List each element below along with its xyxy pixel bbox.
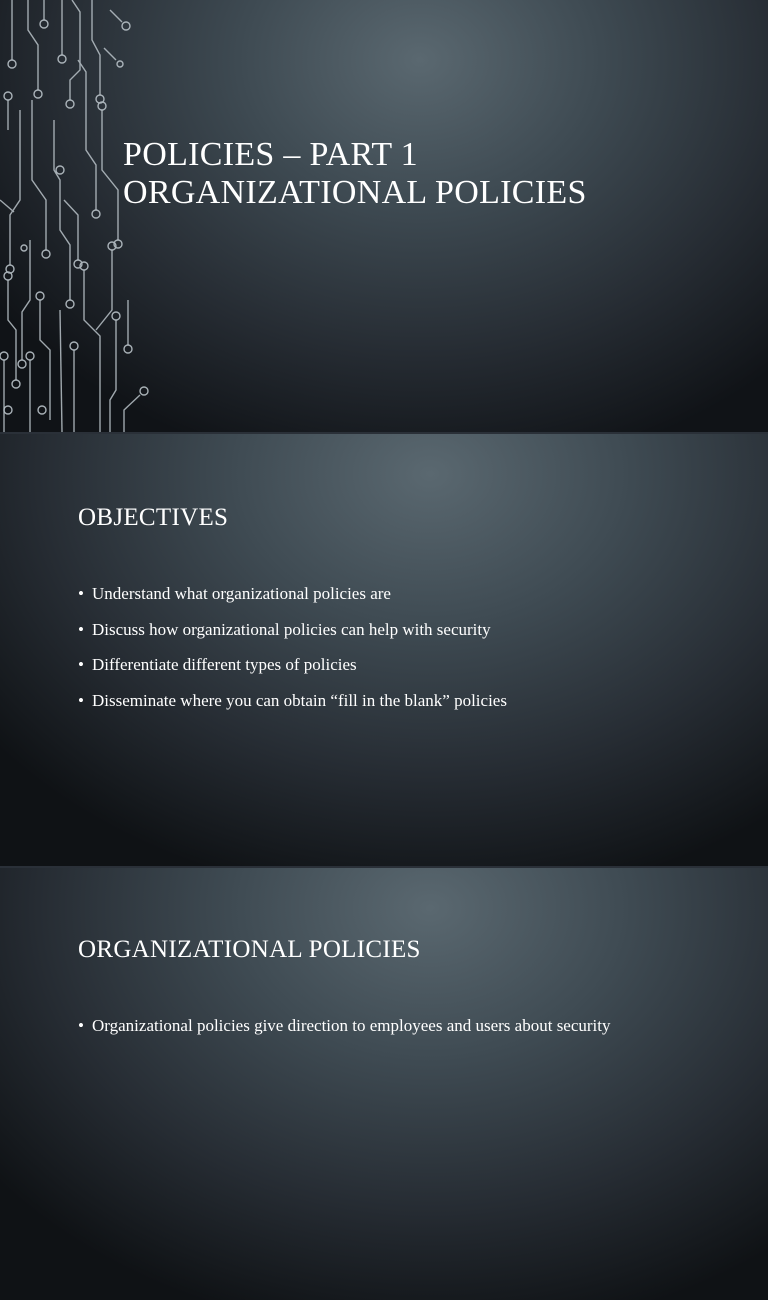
bullet-icon: • (78, 584, 84, 603)
bullet-icon: • (78, 690, 84, 710)
list-item (78, 655, 507, 675)
list-item (78, 620, 507, 640)
list-item-text: Differentiate different types of policies (92, 655, 357, 675)
title-slide (0, 0, 768, 432)
list-item-text: Organizational policies give direction to employees and users about security (92, 1016, 611, 1035)
bullet-icon: • (78, 655, 84, 675)
organizational-policies-slide (0, 868, 768, 1300)
list-item (78, 584, 507, 604)
bullet-icon: • (78, 619, 84, 639)
slide-title-line-1: POLICIES – PART 1 (123, 136, 418, 173)
objectives-slide (0, 434, 768, 866)
bullet-list (78, 584, 507, 726)
list-item (78, 691, 507, 711)
circuit-board-decoration (0, 0, 160, 432)
slide-title (123, 136, 587, 212)
bullet-icon: • (78, 1016, 84, 1035)
list-item-text: Disseminate where you can obtain “fill in the blank” policies (92, 690, 507, 710)
slide-heading: ORGANIZATIONAL POLICIES (78, 936, 421, 963)
slide-title-line-2: ORGANIZATIONAL POLICIES (123, 174, 587, 211)
slide-heading: OBJECTIVES (78, 504, 229, 531)
list-item-text: Understand what organizational policies are (92, 584, 391, 603)
list-item-text: Discuss how organizational policies can help with security (92, 619, 491, 639)
list-item (78, 1016, 611, 1036)
